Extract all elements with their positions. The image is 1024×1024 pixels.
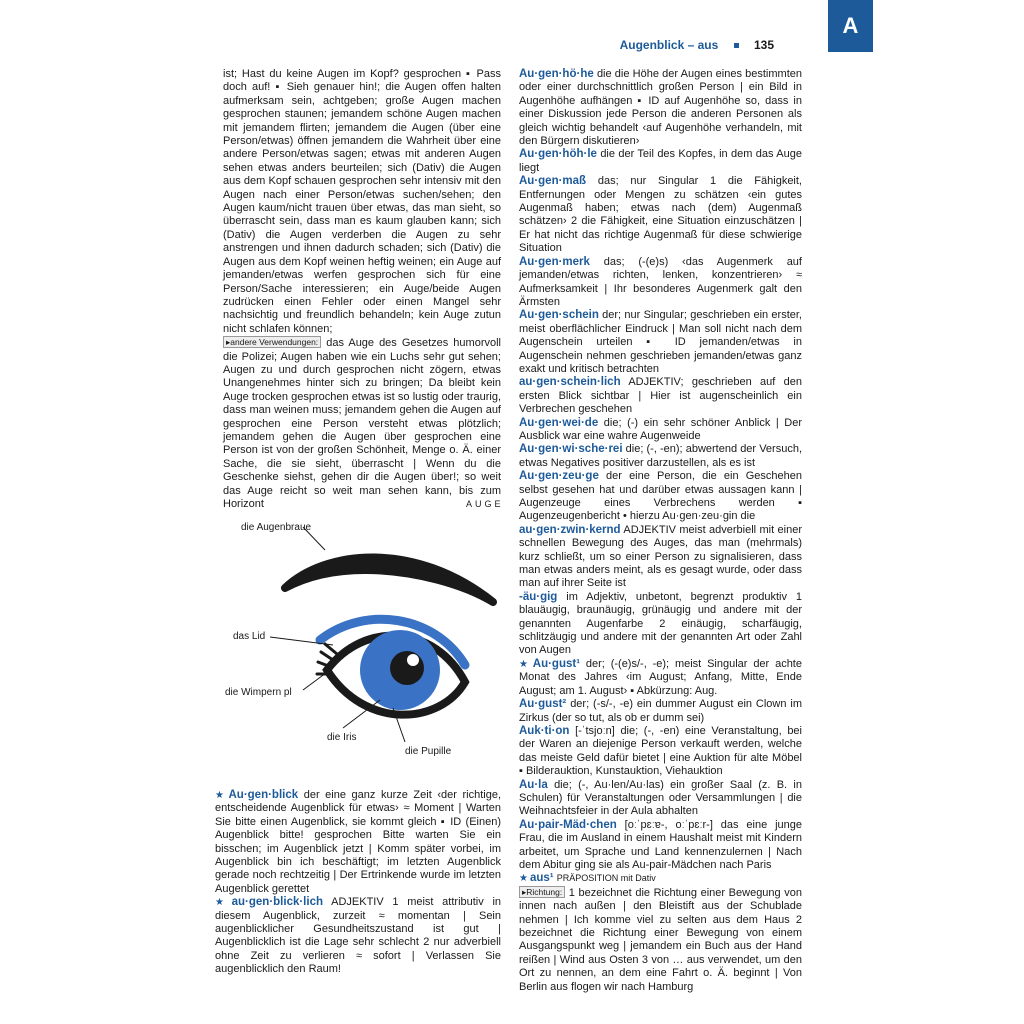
entry-aus1 [519,872,802,994]
entry-text: der eine Person, die ein Geschehen selbst gesehen hat und darüber etwas aussagen kann | Augenzeuge eines Verbrechens werden ▪ Augenzeugenbericht • hierzu Au·gen·zeu·gin die [519,470,802,523]
highlight-shape [407,654,419,666]
headword: Au·gen·blick [228,789,299,801]
label-lid: das Lid [233,631,266,642]
eyebrow-shape [285,557,493,602]
eye-illustration [215,510,505,770]
entry-text: das; nur Singular 1 die Fähigkeit, Entfernungen oder Mengen zu schätzen ‹ein gutes Augenmaß haben; etwas nach (dem) Augenmaß schätzen› 2 die Fähigkeit, eine Situation einzuschätzen | Er hat nicht das richtige Augenmaß für diese schwierige Situation [519,175,802,255]
entry-augenmass [519,175,802,255]
entry-text: die; (-, -en); abwertend der Versuch, etwas Negatives positiver darzustellen, als es ist [519,443,802,469]
label-lashes: die Wimpern pl [225,687,292,698]
headword: Au·gen·zeu·ge [519,470,599,483]
page-number: 135 [753,38,774,52]
entry-text: der; (-(e)s/-, -e); meist Singular der achte Monat des Jahres ‹im August; Anfang, Mitte, Ende August; am 1. August› ▪ Abkürzung: Aug. [519,657,802,697]
headword: Au·gen·merk [519,255,590,268]
headword: au·gen·blick·lich [231,896,323,909]
headword: Auk·ti·on [519,724,570,737]
entry-text: ADJEKTIV; geschrieben auf den ersten Blick sichtbar | Hier ist augenscheinlich ein Verbrechen geschehen [519,376,802,416]
entry-augenhoehe [519,68,802,148]
entry-august1 [519,658,802,698]
headword: Au·gen·hö·he [519,68,594,80]
entry-text: die der Teil des Kopfes, in dem das Auge liegt [519,148,802,174]
entry-text: der eine ganz kurze Zeit ‹der richtige, entscheidende Augenblick für etwas› ≈ Moment | Warten Sie bitte einen Augenblick, sie kommt gleich ▪ ID (Einen) Augenblick bitte! gesprochen Bitte warten Sie ein bisschen; im Augenblick jetzt | Komm später vorbei, im Augenblick bin ich beschäftigt; im letzten Augenblick gerade noch rechtzeitig | Der Ertrinkende wurde im letzten Augenblick gerettet [215,789,501,895]
entry-text: ADJEKTIV meist adverbiell mit einer schnellen Bewegung des Auges, das man (mehrmals) kurz schließt, um so einer Person zu signalisieren, dass man etwas anders meint, als es gesagt wurde, oder dass man auf ihrer Seite ist [519,523,803,590]
entry-aeugig [519,591,802,658]
headword: Au·la [519,778,548,791]
entry-augenmerk [519,256,802,310]
entry-aupair [519,819,802,873]
star-icon: ★ [215,897,230,909]
usage-tag: ▸andere Verwendungen: [223,336,321,348]
entry-text: [-ˈtsjoːn] die; (-, -en) eine Veranstaltung, bei der Waren an diejenige Person verkauft werden, welche das meiste Geld dafür bietet | eine Auktion für alte Möbel ▪ Bilderauktion, Kunstauktion, Viehauktion [519,724,802,778]
right-column [519,68,803,993]
entry-text: die; (-, Au·len/Au·las) ein großer Saal (z. B. in Schulen) für Veranstaltungen oder Versammlungen | die Weihnachtsfeier in der Aula abhalten [519,778,802,818]
entry-augenscheinlich [519,376,802,416]
entry-augenwischerei [519,443,802,470]
entry-augenzeuge [519,470,802,524]
label-brow: die Augenbraue [241,522,312,533]
entry-text: das; (-(e)s) ‹das Augenmerk auf jemanden/etwas richten, lenken, konzentrieren› ≈ Aufmerksamkeit | Ihr besonderes Augenmerk galt den Ärmsten [519,255,802,308]
entry-text: 1 bezeichnet die Richtung einer Bewegung von innen nach außen | den Bleistift aus der Schublade nehmen | Ich komme viel zu selten aus dem Haus 2 bezeichnet die Richtung einer Bewegung von einem Ausgangspunkt weg | jemandem ein Buch aus der Hand reißen | Wind aus Osten 3 von … aus verwendet, um den Ort zu nennen, an dem eine Fahrt o. Ä. beginnt | Von Berlin aus flogen wir nach Hamburg [519,886,803,993]
entry-text: der; nur Singular; geschrieben ein erster, meist oberflächlicher Eindruck | Man soll nicht nach dem Augenschein urteilen ▪ ID jemanden/etwas in Augenschein nehmen geschrieben jemanden/etwas ganz exakt und kritisch betrachten [519,309,802,375]
entry-text: [oːˈpɛːɐ-, oːˈpɛːr-] das eine junge Frau, die im Ausland in einem Haushalt meist mit Kindern arbeitet, um Sprache und Land kennenzulernen | Nach dem Abitur ging sie als Au-pair-Mädchen nach Paris [519,818,802,871]
entry-text: im Adjektiv, unbetont, begrenzt produktiv 1 blauäugig, braunäugig, grünäugig und andere mit der genannten Augenfarbe 2 einäugig, scharfäugig, schlitzäugig und andere mit der genannten Art oder Zahl von Augen [519,590,802,657]
entry-augenblicklich [215,896,501,976]
entry-augenweide [519,417,802,444]
bullet-icon [734,43,739,48]
headword: Au·gen·maß [519,175,587,188]
label-iris: die Iris [327,732,357,743]
entry-aula [519,779,802,819]
usage-tag: ▸Richtung: [519,886,565,898]
entry-auge-idioms: ist; Hast du keine Augen im Kopf? gesprochen ▪ Pass doch auf! ▪ Sieh genauer hin!; die Augen offen halten aufmerksam sein, achtgeben; große Augen machen gesprochen staunen; jemandem schöne Augen machen mit jemandem flirten; jemandem die Augen (über eine Person/etwas) öffnen jemandem die Wahrheit über eine andere Person/etwas sagen; etwas mit anderen Augen sehen etwas anders beurteilen; sich (Dativ) die Augen aus dem Kopf schauen gesprochen sehr intensiv mit den Augen nach einer Person/etwas suchen/sehen; den Augen kaum/nicht trauen über etwas, das man sieht, so überrascht sein, dass man es kaum glauben kann; sich (Dativ) die Augen verderben die Augen zu sehr anstrengen und ihnen dadurch schaden; sich (Dativ) die Augen aus dem Kopf weinen heftig weinen; ein Auge auf jemanden/etwas werfen gesprochen sich für eine Person/Sache interessieren; ein Auge/beide Augen zudrücken einen Fehler oder einen Mangel sehr nachsichtig und freundlich behandeln; kein Auge zutun nicht schlafen können; [223,68,501,335]
headword: Au·gen·schein [519,309,599,322]
running-head-title: Augenblick – aus [619,38,719,52]
headword: Au·gen·wei·de [519,416,599,429]
illustration-title: AUGE [466,499,504,509]
running-head [620,38,774,52]
entry-august2 [519,698,802,725]
headword: au·gen·schein·lich [519,376,621,389]
left-column-top [223,68,501,510]
entry-augenhoehle [519,148,802,175]
label-pupil: die Pupille [405,746,452,757]
star-icon: ★ [215,790,227,801]
entry-augenzwinkernd [519,524,802,591]
entry-text: ADJEKTIV 1 meist attributiv in diesem Augenblick, zurzeit ≈ momentan | Sein augenblicklicher Gesundheitszustand ist gut | Augenblicklich ist die Lage sehr schlecht 2 nur adverbiell ohne Zeit zu verlieren ≈ sofort | Verlassen Sie augenblicklich den Raum! [215,896,502,976]
grammar-info: PRÄPOSITION mit Dativ [556,873,656,884]
headword: Au·gen·wi·sche·rei [519,443,623,456]
star-icon: ★ [519,873,528,885]
headword: Au·gust¹ [532,657,581,670]
entry-text: der; (-s/-, -e) ein dummer August ein Clown im Zirkus (der so tut, als ob er dumm sei) [519,698,802,724]
pupil-shape [390,651,424,685]
entry-auktion [519,725,802,779]
headword: -äu·gig [519,590,558,603]
entry-text: die die Höhe der Augen eines bestimmten oder einer durchschnittlich großen Person | ein Bild in Augenhöhe aufhängen ▪ ID auf Augenhöhe so, dass in einer Diskussion jede Person die anderen Personen als gleich wichtig behandelt ‹auf Augenhöhe verhandeln, mit den Bürgern diskutieren› [519,68,802,148]
headword: au·gen·zwin·kernd [519,523,621,536]
headword: Au·gen·höh·le [519,148,597,161]
star-icon: ★ [519,658,531,670]
left-column-bottom [215,789,501,974]
headword: Au·pair-Mäd·chen [519,818,617,831]
entry-auge-other [223,336,501,511]
headword: Au·gust² [519,698,567,711]
thumb-index-tab[interactable]: A [828,0,873,52]
entry-augenschein [519,309,802,376]
entry-text: die; (-) ein sehr schöner Anblick | Der Ausblick war eine wahre Augenweide [519,416,803,442]
entry-text: das Auge des Gesetzes humorvoll die Polizei; Augen haben wie ein Luchs sehr gut sehen; Augen zu und durch gesprochen nicht zögern, etwas Unangenehmes hinter sich zu bringen; Da bleibt kein Auge trocken gesprochen etwas ist so lustig oder traurig, dass man weinen muss; jemandem gehen die Augen auf gesprochen eine Person versteht etwas plötzlich; jemandem gehen die Augen über gesprochen eine Person ist von der großen Schönheit, Menge o. Ä. einer Sache, die sie sieht, überrascht | Wenn du die Geschenke siehst, gehen dir die Augen über!; so weit das Auge reicht so weit man sehen kann, bis zum Horizont [223,337,501,510]
headword: aus¹ [529,872,554,885]
entry-augenblick [215,789,501,896]
